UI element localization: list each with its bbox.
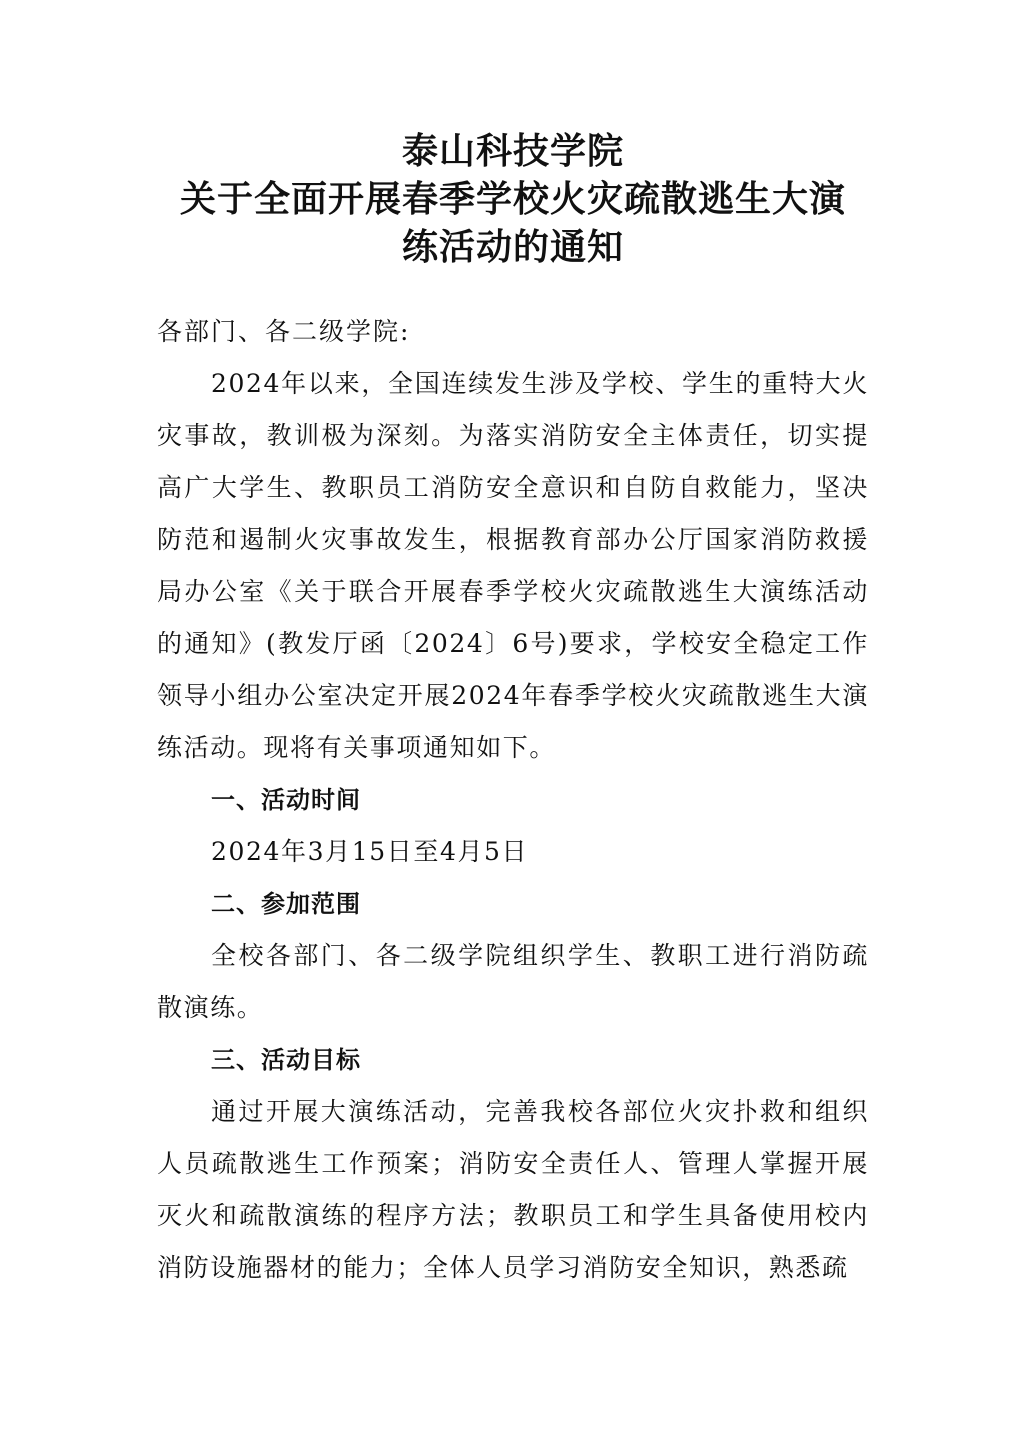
title-line-3: 练活动的通知 <box>401 227 624 268</box>
intro-paragraph: 2024年以来，全国连续发生涉及学校、学生的重特大火灾事故，教训极为深刻。为落实消防安全主体责任，切实提高广大学生、教职员工消防安全意识和自防自救能力，坚决防范和遏制火灾事故发生，根据教育部办公厅国家消防救援局办公室《关于联合开展春季学校火灾疏散逃生大演练活动的通知》(教发厅函〔2024〕6号)要求，学校安全稳定工作领导小组办公室决定开展2024年春季学校火灾疏散逃生大演练活动。现将有关事项通知如下。 <box>157 369 869 762</box>
section-body-goal: 通过开展大演练活动，完善我校各部位火灾扑救和组织人员疏散逃生工作预案；消防安全责任人、管理人掌握开展灭火和疏散演练的程序方法；教职员工和学生具备使用校内消防设施器材的能力；全体人员学习消防安全知识，熟悉疏 <box>157 1097 869 1282</box>
title-line-2: 关于全面开展春季学校火灾疏散逃生大演 <box>179 179 846 220</box>
section-body-time: 2024年3月15日至4月5日 <box>211 837 529 866</box>
salutation: 各部门、各二级学院: <box>157 317 411 346</box>
title-line-1: 泰山科技学院 <box>401 131 624 172</box>
document-title <box>157 128 869 272</box>
section-heading-time: 一、活动时间 <box>211 786 361 814</box>
section-heading-goal: 三、活动目标 <box>211 1046 361 1074</box>
document-page <box>157 128 869 1294</box>
section-body-scope: 全校各部门、各二级学院组织学生、教职工进行消防疏散演练。 <box>157 941 869 1022</box>
section-heading-scope: 二、参加范围 <box>211 890 361 918</box>
